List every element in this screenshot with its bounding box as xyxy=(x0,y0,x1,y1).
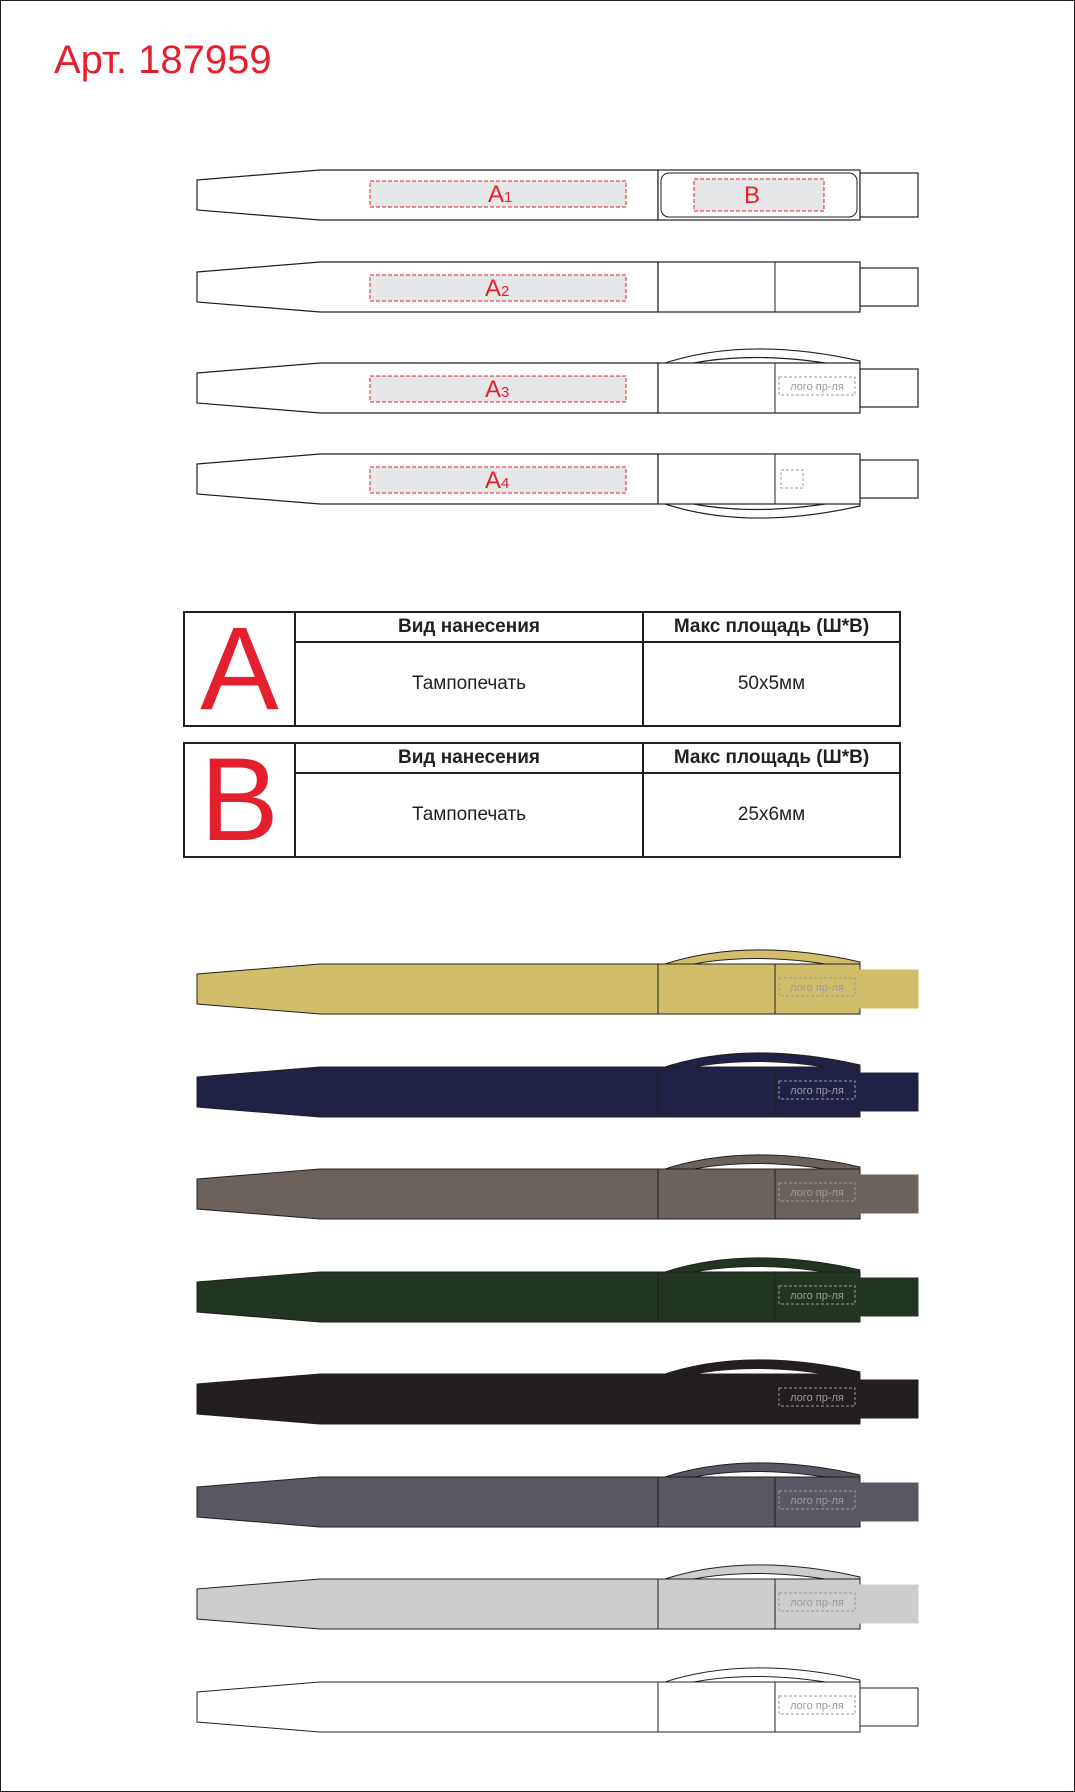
spec-table-b xyxy=(183,734,901,866)
logo-placeholder-label: лого пр-ля xyxy=(790,1290,844,1302)
color-pen-8 xyxy=(197,1668,918,1732)
color-pen-7 xyxy=(197,1565,918,1629)
size-value: 25x6мм xyxy=(737,804,806,825)
logo-placeholder-label: лого пр-ля xyxy=(790,1597,844,1609)
method-value: Тампопечать xyxy=(296,774,644,856)
logo-placeholder-label: лого пр-ля xyxy=(790,1085,844,1097)
color-pen-2 xyxy=(197,1053,918,1117)
color-pen-3 xyxy=(197,1155,918,1219)
logo-placeholder-label: лого пр-ля xyxy=(790,381,844,393)
color-pen-6 xyxy=(197,1463,918,1527)
spec-letter: A xyxy=(185,613,296,725)
logo-placeholder-label: лого пр-ля xyxy=(790,1187,844,1199)
logo-placeholder-label: лого пр-ля xyxy=(790,1392,844,1404)
outline-pen-1 xyxy=(197,170,918,220)
color-pen-1 xyxy=(197,950,918,1014)
size-header: Макс площадь (Ш*В) xyxy=(673,616,870,637)
method-value: Тампопечать xyxy=(296,643,644,725)
method-header: Вид нанесения xyxy=(296,613,644,641)
color-pen-4 xyxy=(197,1258,918,1322)
size-value: 50x5мм xyxy=(737,673,806,694)
area-a3-label: A3 xyxy=(485,376,510,403)
method-header: Вид нанесения xyxy=(296,744,644,772)
outline-pen-4 xyxy=(197,454,918,518)
area-a2-label: A2 xyxy=(485,275,510,302)
area-b-label: B xyxy=(744,182,761,209)
outline-pen-2 xyxy=(197,262,918,312)
logo-placeholder-label: лого пр-ля xyxy=(790,982,844,994)
article-title: Арт. 187959 xyxy=(54,38,272,82)
color-pen-5 xyxy=(197,1360,918,1424)
area-a4-label: A4 xyxy=(485,467,510,494)
logo-placeholder-label: лого пр-ля xyxy=(790,1700,844,1712)
size-header: Макс площадь (Ш*В) xyxy=(673,747,870,768)
logo-placeholder-label: лого пр-ля xyxy=(790,1495,844,1507)
area-a1-label: A1 xyxy=(488,181,513,208)
spec-letter: B xyxy=(185,744,296,856)
outline-pen-3 xyxy=(197,349,918,413)
spec-table-a xyxy=(183,603,901,735)
color-pens xyxy=(197,950,918,1732)
